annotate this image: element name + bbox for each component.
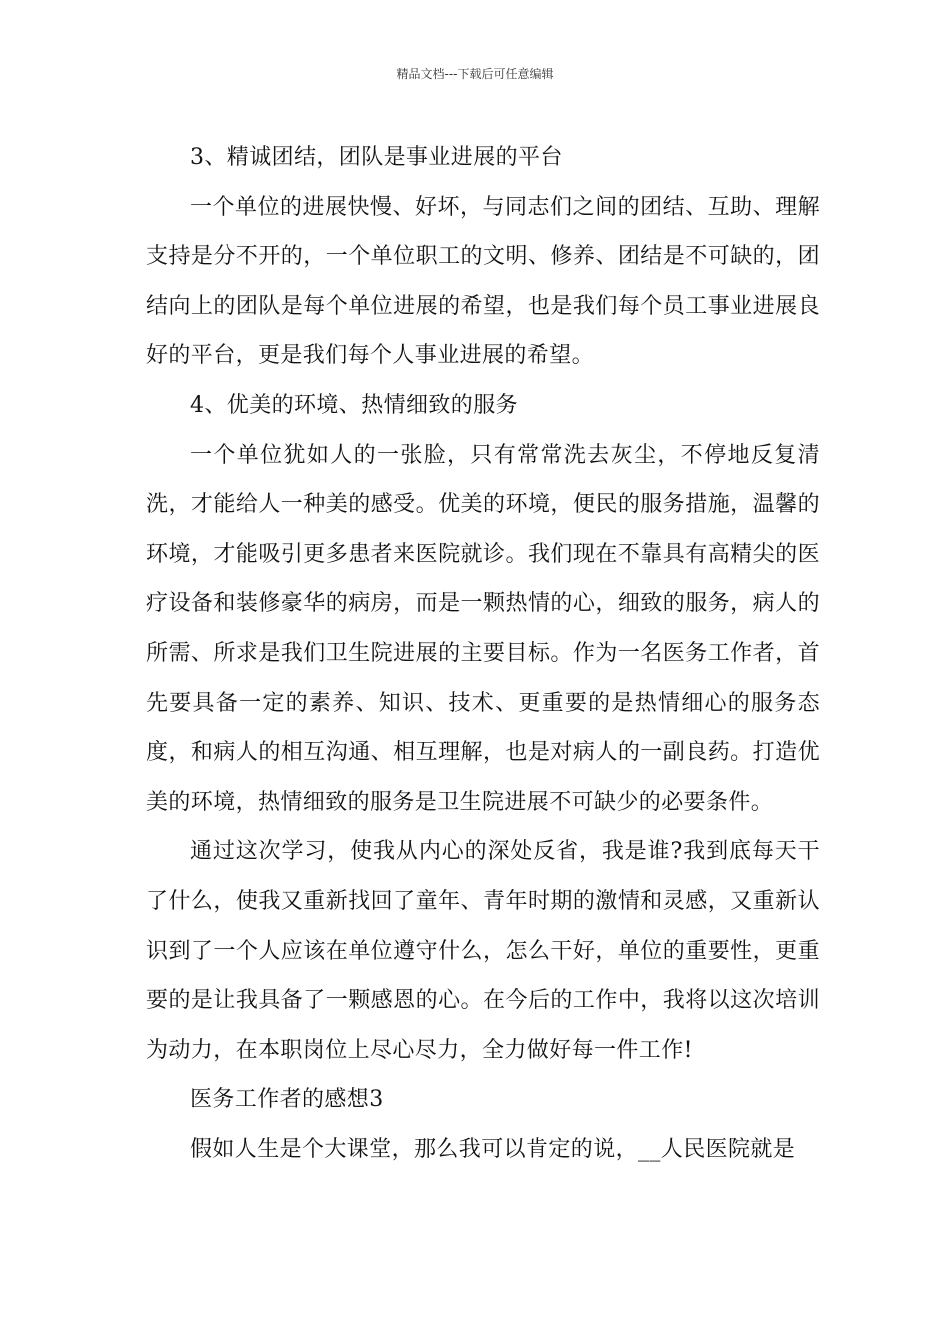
section-3-heading: 3、精诚团结，团队是事业进展的平台 (190, 145, 563, 170)
section-3-paragraph: 一个单位的进展快慢、好坏，与同志们之间的团结、互助、理解支持是分不开的，一个单位职工的文明、修养、团结是不可缺的，团结向上的团队是每个单位进展的希望，也是我们每个员工事业进展良好的平台，更是我们每个人事业进展的希望。 (146, 194, 820, 369)
article-3-opening-paragraph: 假如人生是个大课堂，那么我可以肯定的说，__人民医院就是 (190, 1136, 796, 1162)
document-body (146, 133, 820, 1174)
conclusion-paragraph: 通过这次学习，使我从内心的深处反省，我是谁?我到底每天干了什么，使我又重新找回了童年、青年时期的激情和灵感，又重新认识到了一个人应该在单位遵守什么，怎么干好，单位的重要性，更重要的是让我具备了一颗感恩的心。在今后的工作中，我将以这次培训为动力，在本职岗位上尽心尽力，全力做好每一件工作! (146, 839, 820, 1063)
page-header: 精品文档---下载后可任意编辑 (396, 67, 554, 81)
article-3-title: 医务工作者的感想3 (190, 1087, 384, 1113)
section-4-paragraph: 一个单位犹如人的一张脸，只有常常洗去灰尘，不停地反复清洗，才能给人一种美的感受。优美的环境，便民的服务措施，温馨的环境，才能吸引更多患者来医院就诊。我们现在不靠具有高精尖的医疗设备和装修豪华的病房，而是一颗热情的心，细致的服务，病人的所需、所求是我们卫生院进展的主要目标。作为一名医务工作者，首先要具备一定的素养、知识、技术、更重要的是热情细心的服务态度，和病人的相互沟通、相互理解，也是对病人的一副良药。打造优美的环境，热情细致的服务是卫生院进展不可缺少的必要条件。 (146, 442, 820, 815)
section-4-heading: 4、优美的环境、热情细致的服务 (190, 392, 518, 418)
